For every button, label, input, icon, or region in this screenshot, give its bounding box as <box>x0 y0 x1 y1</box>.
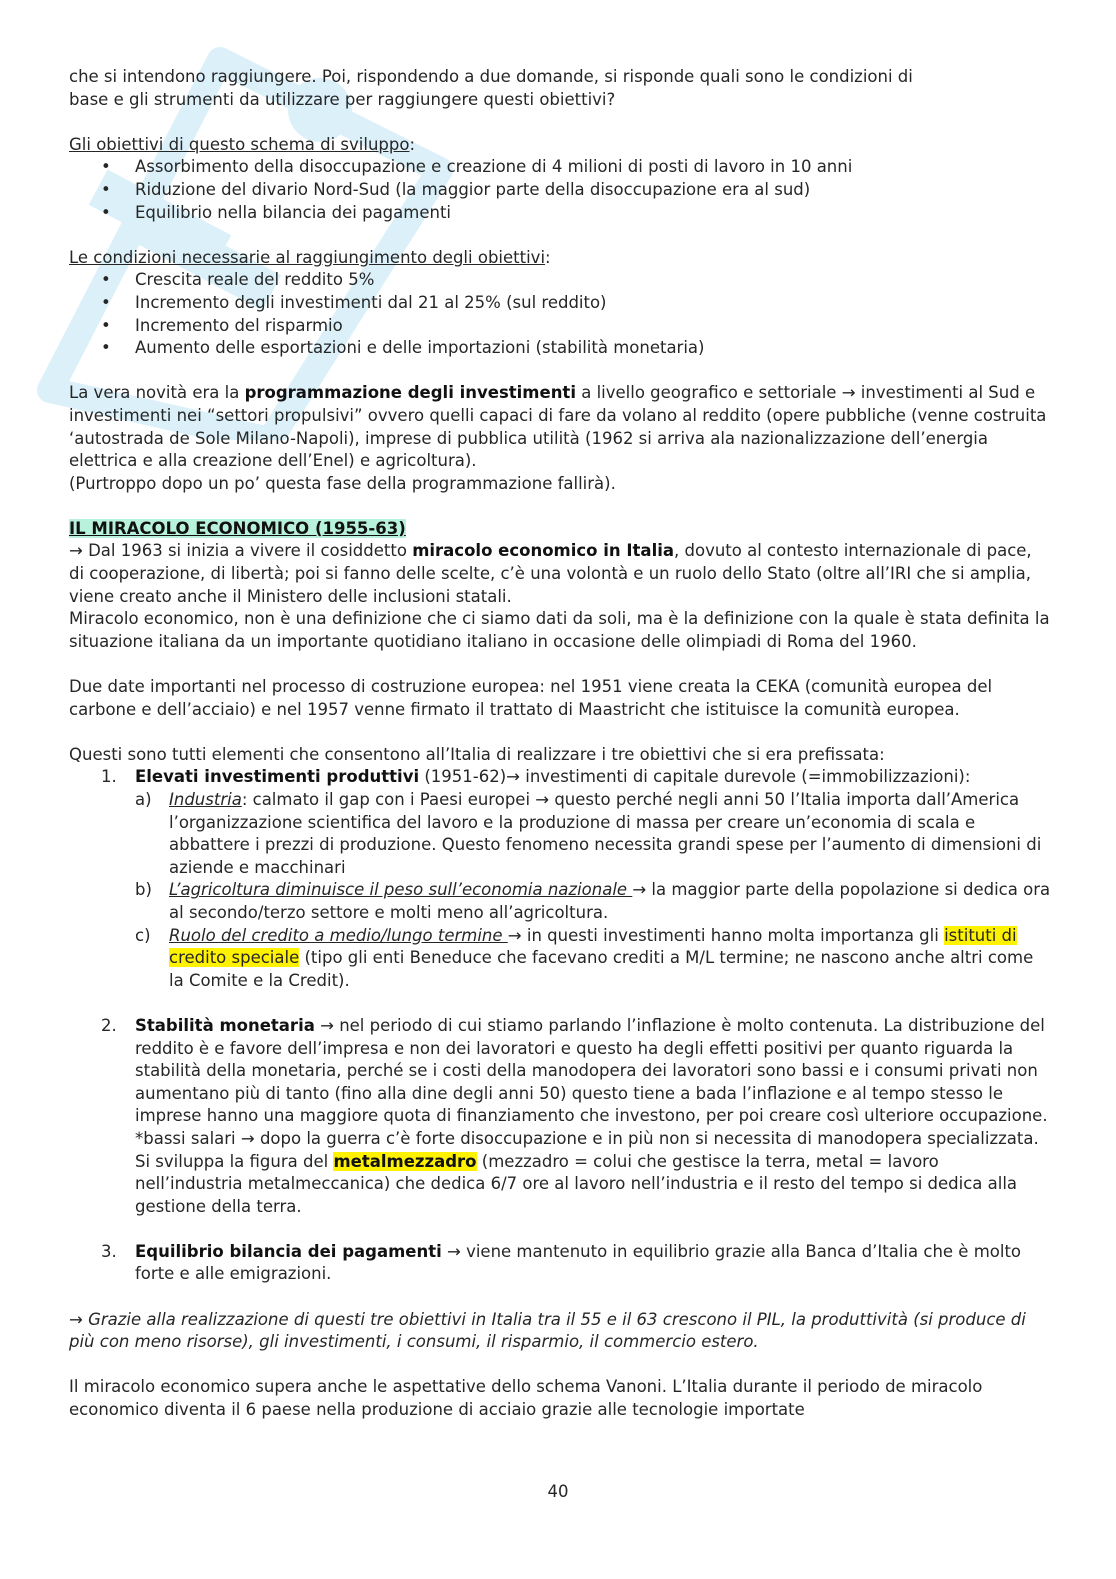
objectives-item: • Riduzione del divario Nord-Sud (la maggior parte della disoccupazione era al sud) <box>69 179 1051 202</box>
item-2-note-pre: *bassi salari → dopo la guerra c’è forte disoccupazione e in più non si necessita di manodopera specializzata. Si sviluppa la figura del <box>135 1128 1039 1171</box>
section-p1-pre: → Dal 1963 si inizia a vivere il cosiddetto <box>69 541 413 561</box>
conditions-list <box>69 269 1051 359</box>
objectives-heading-line <box>69 134 1051 157</box>
sub-item-c-text-pre: → in questi investimenti hanno molta importanza gli <box>507 925 945 945</box>
item-1-text: (1951-62)→ investimenti di capitale durevole (=immobilizzazioni): <box>419 767 971 787</box>
conditions-heading-line <box>69 247 1051 270</box>
item-number: 2. <box>101 1015 117 1035</box>
section-paragraph-1 <box>69 540 1051 608</box>
item-2-text: → nel periodo di cui stiamo parlando l’inflazione è molto contenuta. La distribuzione del reddito è e favore dell’impresa e non dei lavoratori e questo ha degli effetti positivi per quanto riguarda la stabilità della monetaria, perché se i costi della manodopera dei lavoratori sono bassi e i consumi privati non aumentano più di tanto (fino alla dine degli anni 50) questo tiene a bada l’inflazione e al tempo stesso le imprese hanno una maggiore quota di finanziamento che investono, per poi creare così ulteriore occupazione. <box>135 1015 1048 1126</box>
section-title-line <box>69 518 1051 541</box>
item-2-note-highlight: metalmezzadro <box>333 1151 477 1171</box>
numbered-item-1 <box>69 766 1051 789</box>
sub-item-c-text-post: (tipo gli enti Beneduce che facevano crediti a M/L termine; ne nascono anche altri come la Comite e la Credit). <box>169 948 1034 990</box>
objectives-heading-colon: : <box>409 134 416 154</box>
section-title: IL MIRACOLO ECONOMICO (1955-63) <box>69 518 406 538</box>
sub-item-b-text: → la maggior parte della popolazione si dedica ora al secondo/terzo settore e molti meno all’agricoltura. <box>169 880 1051 922</box>
novelty-bold: programmazione degli investimenti <box>244 383 576 403</box>
sub-item-c-title: Ruolo del credito a medio/lungo termine <box>169 925 508 945</box>
sub-item-a <box>69 789 1051 879</box>
sub-item-letter: b) <box>135 880 152 900</box>
objectives-list <box>69 156 1051 224</box>
item-3-text: → viene mantenuto in equilibrio grazie alla Banca d’Italia che è molto forte e alle emigrazioni. <box>135 1241 1022 1284</box>
conditions-item: • Crescita reale del reddito 5% <box>69 269 1051 292</box>
objectives-heading: Gli obiettivi di questo schema di sviluppo <box>69 134 410 154</box>
intro-line-1: che si intendono raggiungere. Poi, rispondendo a due domande, si risponde quali sono le condizioni di <box>69 67 913 86</box>
item-number: 1. <box>101 767 117 787</box>
objectives-item: • Equilibrio nella bilancia dei pagamenti <box>69 202 1051 225</box>
novelty-note: (Purtroppo dopo un po’ questa fase della programmazione fallirà). <box>69 473 616 493</box>
numbered-item-2-note <box>69 1128 1051 1218</box>
item-number: 3. <box>101 1241 117 1261</box>
section-p1-bold: miracolo economico in Italia <box>412 541 675 561</box>
item-2-bold: Stabilità monetaria <box>135 1015 315 1035</box>
conclusion-text: → Grazie alla realizzazione di questi tre obiettivi in Italia tra il 55 e il 63 crescono il PIL, la produttività (si produce di più con meno risorse), gli investimenti, i consumi, il risparmio, il commercio estero. <box>69 1309 1026 1352</box>
novelty-text-post: a livello geografico e settoriale → investimenti al Sud e investimenti nei “settori propulsivi” ovvero quelli capaci di fare da volano al reddito (opere pubbliche (venne costruita ‘autostrada de Sole Milano-Napoli), imprese di pubblica utilità (1962 si arriva ala nazionalizzazione dell’energia elettrica e alla creazione dell’Enel) e agricoltura). <box>69 383 1047 471</box>
conditions-heading: Le condizioni necessarie al raggiungimento degli obiettivi <box>69 247 546 267</box>
sub-item-b <box>69 879 1051 924</box>
item-2-note-post: (mezzadro = colui che gestisce la terra, metal = lavoro nell’industria metalmeccanica) che dedica 6/7 ore al lavoro nell’industria e il resto del tempo si dedica alla gestione della terra. <box>135 1151 1018 1216</box>
novelty-text-pre: La vera novità era la <box>69 383 245 403</box>
sub-item-b-title: L’agricoltura diminuisce il peso sull’economia nazionale <box>169 880 633 900</box>
page-number: 40 <box>547 1482 569 1501</box>
sub-item-letter: c) <box>135 925 151 945</box>
numbered-item-3 <box>69 1241 1051 1286</box>
section-paragraph-2: Miracolo economico, non è una definizione che ci siamo dati da soli, ma è la definizione con la quale è stata definita la situazione italiana da un importante quotidiano italiano in occasione delle olimpiadi di Roma del 1960. <box>69 609 1050 651</box>
document-page <box>69 66 1051 1422</box>
sub-item-c-highlight: istituti di credito speciale <box>169 925 1017 968</box>
conditions-item: • Incremento del risparmio <box>69 315 1051 338</box>
final-paragraph: Il miracolo economico supera anche le aspettative dello schema Vanoni. L’Italia durante il periodo de miracolo economico diventa il 6 paese nella produzione di acciaio grazie alle tecnologie importate <box>69 1377 983 1420</box>
item-3-bold: Equilibrio bilancia dei pagamenti <box>135 1241 442 1261</box>
conditions-item: • Aumento delle esportazioni e delle importazioni (stabilità monetaria) <box>69 337 1051 360</box>
sub-item-a-text: : calmato il gap con i Paesi europei → questo perché negli anni 50 l’Italia importa dall’America l’organizzazione scientifica del lavoro e la produzione di massa per creare un’economia di scala e abbattere i prezzi di produzione. Questo fenomeno necessita grandi spese per l’aumento di dimensioni di aziende e macchinari <box>169 790 1042 877</box>
numbered-item-2 <box>69 1015 1051 1128</box>
section-paragraph-4: Questi sono tutti elementi che consentono all’Italia di realizzare i tre obiettivi che si era prefissata: <box>69 744 885 764</box>
section-p1-post: , dovuto al contesto internazionale di pace, di cooperazione, di libertà; poi si fanno delle scelte, c’è una volontà e un ruolo dello Stato (oltre all’IRI che si amplia, viene creato anche il Ministero delle inclusioni statali. <box>69 541 1032 606</box>
sub-item-c <box>69 925 1051 993</box>
conditions-item: • Incremento degli investimenti dal 21 al 25% (sul reddito) <box>69 292 1051 315</box>
section-paragraph-3: Due date importanti nel processo di costruzione europea: nel 1951 viene creata la CEKA (comunità europea del carbone e dell’acciaio) e nel 1957 venne firmato il trattato di Maastricht che istituisce la comunità europea. <box>69 677 993 719</box>
intro-line-2: base e gli strumenti da utilizzare per raggiungere questi obiettivi? <box>69 89 616 109</box>
conclusion-paragraph <box>69 1309 1051 1354</box>
sub-item-letter: a) <box>135 790 152 809</box>
item-1-bold: Elevati investimenti produttivi <box>135 767 420 787</box>
objectives-item: • Assorbimento della disoccupazione e creazione di 4 milioni di posti di lavoro in 10 anni <box>69 156 1051 179</box>
novelty-paragraph <box>69 382 1051 472</box>
conditions-heading-colon: : <box>545 247 551 267</box>
sub-item-a-title: Industria <box>169 790 242 809</box>
